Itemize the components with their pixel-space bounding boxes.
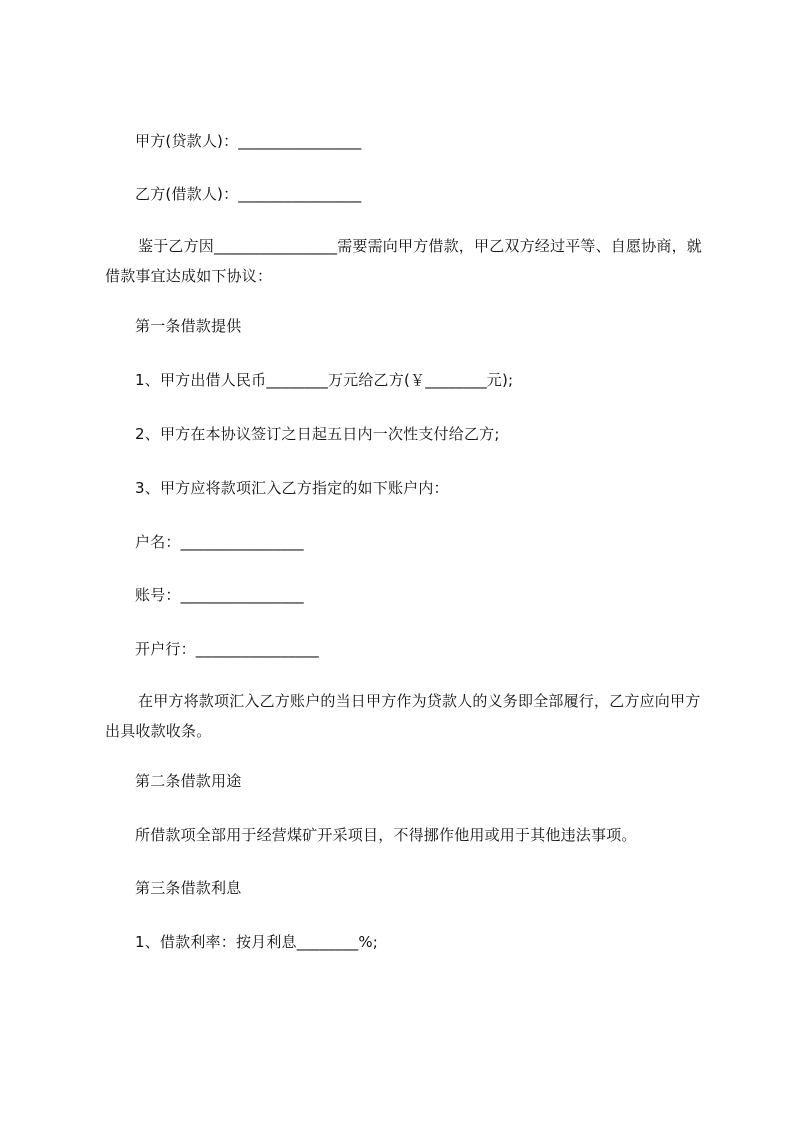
article3-item1: 1、借款利率：按月利息________%; xyxy=(135,933,379,951)
party-a-line: 甲方(贷款人)：________________ xyxy=(135,132,362,150)
article1-item2: 2、甲方在本协议签订之日起五日内一次性支付给乙方; xyxy=(135,425,500,443)
performance-paragraph xyxy=(105,686,705,746)
article2-text: 所借款项全部用于经营煤矿开采项目，不得挪作他用或用于其他违法事项。 xyxy=(135,826,637,844)
preamble-paragraph xyxy=(105,231,705,291)
performance-text: 在甲方将款项汇入乙方账户的当日甲方作为贷款人的义务即全部履行，乙方应向甲方出具收款收条。 xyxy=(105,692,701,740)
article2-title: 第二条借款用途 xyxy=(135,772,242,790)
preamble-text: 鉴于乙方因________________需要需向甲方借款，甲乙双方经过平等、自愿协商，就借款事宜达成如下协议： xyxy=(105,237,703,285)
article1-item3: 3、甲方应将款项汇入乙方指定的如下账户内： xyxy=(135,479,449,497)
account-name-line: 户名：________________ xyxy=(135,533,304,551)
article3-title: 第三条借款利息 xyxy=(135,879,242,897)
article1-item1: 1、甲方出借人民币________万元给乙方(￥________元); xyxy=(135,371,514,389)
account-number-line: 账号：________________ xyxy=(135,586,304,604)
party-b-line: 乙方(借款人)：________________ xyxy=(135,185,362,203)
article1-title: 第一条借款提供 xyxy=(135,317,242,335)
bank-line: 开户行：________________ xyxy=(135,640,320,658)
